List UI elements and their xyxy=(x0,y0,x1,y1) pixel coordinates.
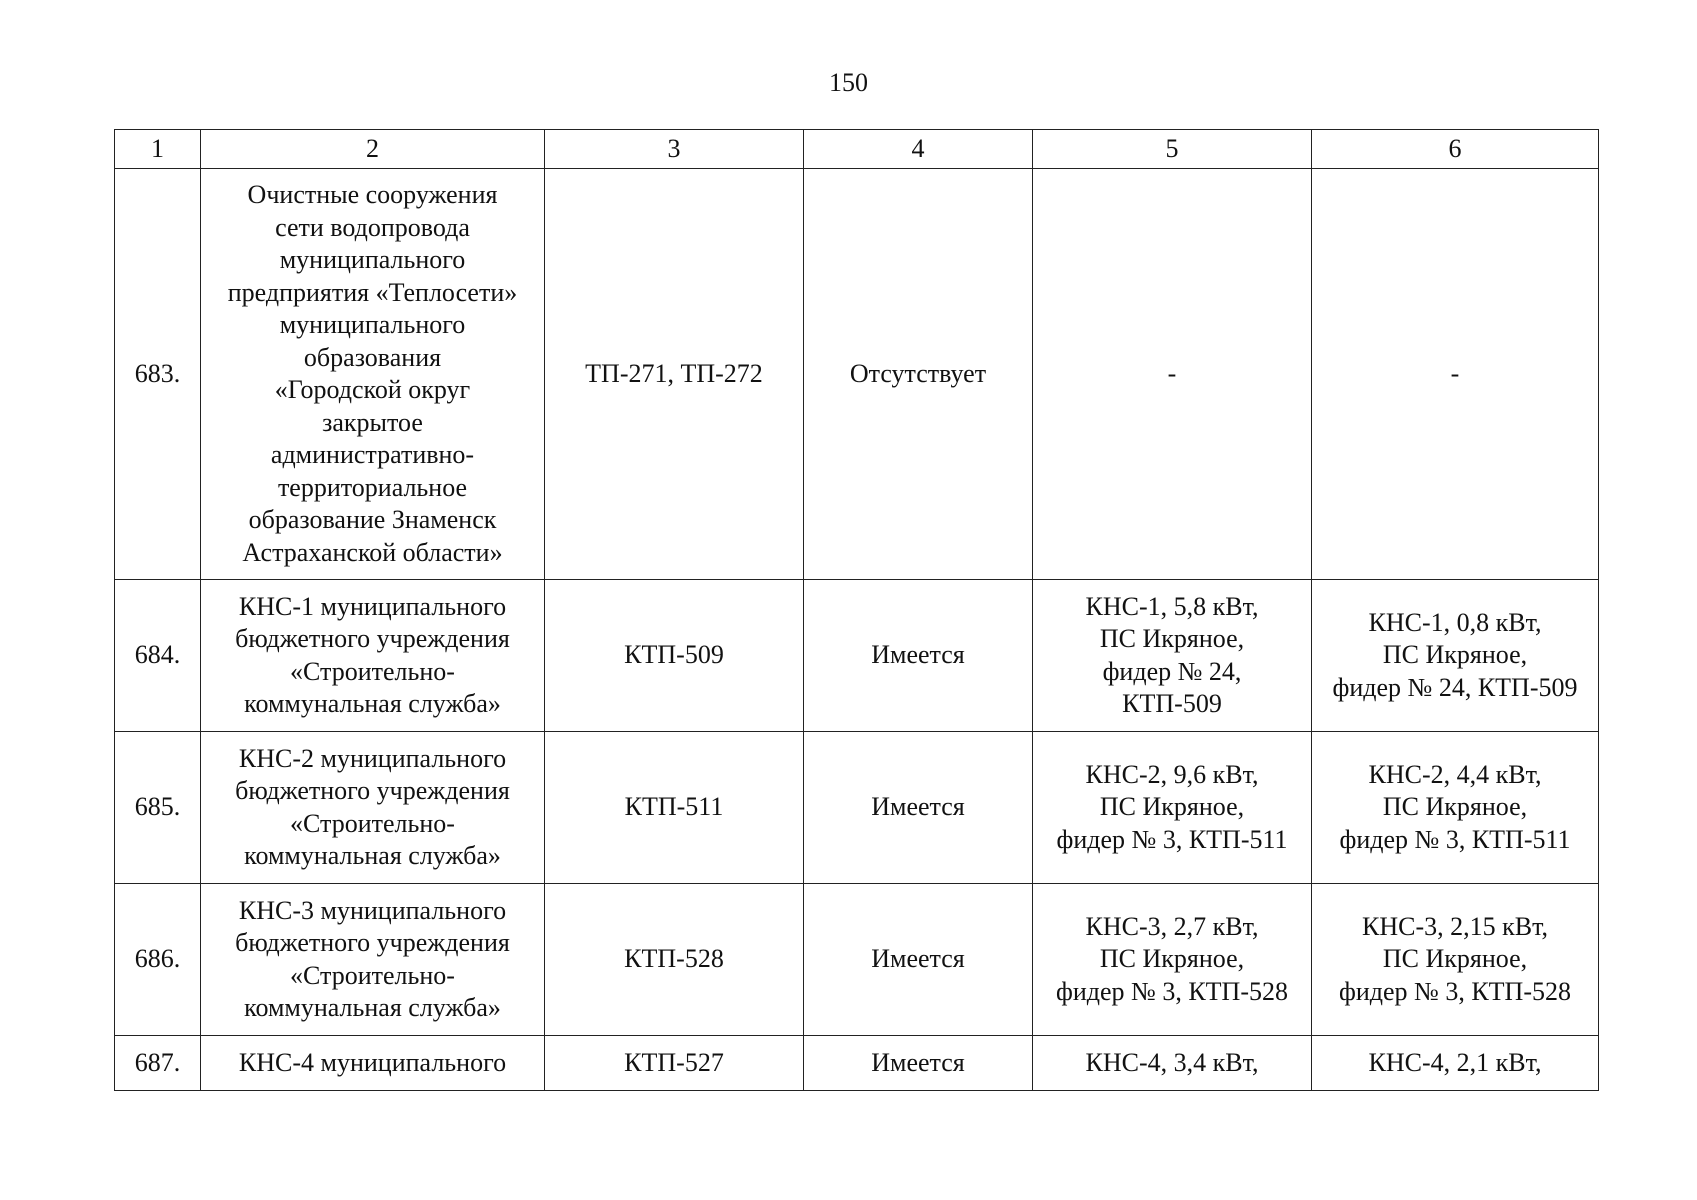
status-cell xyxy=(804,884,1033,1036)
column-5-cell xyxy=(1033,732,1312,884)
cell-line: коммунальная служба» xyxy=(244,993,501,1022)
cell-line: КНС-3 муниципального xyxy=(238,895,507,925)
cell-line: ПС Икряное, xyxy=(1382,792,1528,822)
column-5-cell xyxy=(1033,884,1312,1036)
table-row xyxy=(115,1036,1599,1091)
cell-line: фидер № 24, xyxy=(1102,656,1242,686)
cell-line: ТП-271, ТП-272 xyxy=(585,358,763,388)
status-cell xyxy=(804,1036,1033,1091)
cell-line: КНС-4, 3,4 кВт, xyxy=(1085,1047,1259,1077)
cell-line: КНС-3, 2,15 кВт, xyxy=(1362,911,1548,941)
page-number: 150 xyxy=(829,68,868,97)
cell-line: Имеется xyxy=(871,640,965,670)
row-number-cell: 684. xyxy=(115,580,201,732)
object-name-cell xyxy=(201,1036,545,1091)
row-number-cell: 686. xyxy=(115,884,201,1036)
transformer-cell xyxy=(545,169,804,580)
cell-line: закрытое xyxy=(322,407,423,437)
column-6-cell xyxy=(1312,884,1599,1036)
transformer-cell xyxy=(545,732,804,884)
cell-line: - xyxy=(1167,358,1177,388)
cell-line: «Строительно- xyxy=(290,656,455,686)
column-5-cell xyxy=(1033,169,1312,580)
table-row xyxy=(115,169,1599,580)
cell-line: бюджетного учреждения xyxy=(235,928,510,957)
status-cell xyxy=(804,732,1033,884)
cell-line: предприятия «Теплосети» xyxy=(227,277,518,307)
cell-line: КНС-4, 2,1 кВт, xyxy=(1368,1047,1542,1077)
cell-line: «Строительно- xyxy=(290,808,455,838)
cell-line: КНС-2 муниципального xyxy=(238,743,507,773)
cell-line: коммунальная служба» xyxy=(244,841,501,870)
cell-line: коммунальная служба» xyxy=(244,689,501,718)
cell-line: Имеется xyxy=(871,1047,965,1077)
cell-line: фидер № 3, КТП-511 xyxy=(1339,824,1571,854)
cell-line: КТП-509 xyxy=(624,640,724,670)
data-table xyxy=(114,129,1599,1091)
row-number-cell: 687. xyxy=(115,1036,201,1091)
cell-line: Отсутствует xyxy=(849,358,987,388)
cell-line: ПС Икряное, xyxy=(1382,944,1528,974)
status-cell xyxy=(804,580,1033,732)
object-name-cell xyxy=(201,169,545,580)
cell-line: КНС-1 муниципального xyxy=(238,591,507,621)
cell-line: образование Знаменск xyxy=(248,505,497,534)
cell-line: КНС-4 муниципального xyxy=(238,1047,507,1077)
cell-line: административно- xyxy=(270,440,475,469)
cell-line: фидер № 3, КТП-528 xyxy=(1056,976,1288,1006)
cell-line: фидер № 3, КТП-511 xyxy=(1056,824,1288,854)
cell-line: образования xyxy=(303,342,442,372)
cell-line: КТП-528 xyxy=(624,944,724,974)
table-row xyxy=(115,580,1599,732)
cell-line: муниципального xyxy=(279,310,466,339)
cell-line: КНС-1, 0,8 кВт, xyxy=(1368,607,1542,637)
cell-line: КНС-2, 9,6 кВт, xyxy=(1085,759,1259,789)
table-row xyxy=(115,884,1599,1036)
cell-line: территориальное xyxy=(277,472,468,502)
column-5-cell xyxy=(1033,1036,1312,1091)
cell-line: - xyxy=(1450,358,1460,388)
cell-line: бюджетного учреждения xyxy=(235,776,510,805)
cell-line: КТП-511 xyxy=(624,792,724,822)
column-header: 5 xyxy=(1033,130,1312,169)
column-6-cell xyxy=(1312,1036,1599,1091)
cell-line: ПС Икряное, xyxy=(1099,624,1245,653)
column-header: 6 xyxy=(1312,130,1599,169)
column-6-cell xyxy=(1312,169,1599,580)
column-header: 3 xyxy=(545,130,804,169)
cell-line: КНС-3, 2,7 кВт, xyxy=(1085,911,1259,941)
cell-line: ПС Икряное, xyxy=(1099,792,1245,822)
column-header: 2 xyxy=(201,130,545,169)
column-6-cell xyxy=(1312,732,1599,884)
cell-line: фидер № 3, КТП-528 xyxy=(1339,976,1571,1006)
cell-line: КНС-2, 4,4 кВт, xyxy=(1368,759,1542,789)
cell-line: бюджетного учреждения xyxy=(235,624,510,653)
cell-line: муниципального xyxy=(279,245,466,274)
transformer-cell xyxy=(545,884,804,1036)
cell-line: КТП-509 xyxy=(1122,689,1222,718)
table-row xyxy=(115,732,1599,884)
cell-line: сети водопровода xyxy=(275,212,470,242)
cell-line: «Строительно- xyxy=(290,960,455,990)
cell-line: «Городской округ xyxy=(274,375,471,404)
status-cell xyxy=(804,169,1033,580)
object-name-cell xyxy=(201,732,545,884)
cell-line: Имеется xyxy=(871,792,965,822)
object-name-cell xyxy=(201,884,545,1036)
column-5-cell xyxy=(1033,580,1312,732)
transformer-cell xyxy=(545,580,804,732)
cell-line: фидер № 24, КТП-509 xyxy=(1332,672,1578,702)
cell-line: ПС Икряное, xyxy=(1382,640,1528,670)
column-6-cell xyxy=(1312,580,1599,732)
row-number-cell: 683. xyxy=(115,169,201,580)
transformer-cell xyxy=(545,1036,804,1091)
cell-line: КНС-1, 5,8 кВт, xyxy=(1085,591,1259,621)
cell-line: Астраханской области» xyxy=(242,537,503,567)
cell-line: ПС Икряное, xyxy=(1099,944,1245,974)
cell-line: Очистные сооружения xyxy=(247,180,498,209)
object-name-cell xyxy=(201,580,545,732)
cell-line: Имеется xyxy=(871,944,965,974)
row-number-cell: 685. xyxy=(115,732,201,884)
column-header: 4 xyxy=(804,130,1033,169)
column-header: 1 xyxy=(115,130,201,169)
cell-line: КТП-527 xyxy=(624,1047,724,1077)
table-header-row xyxy=(115,130,1599,169)
